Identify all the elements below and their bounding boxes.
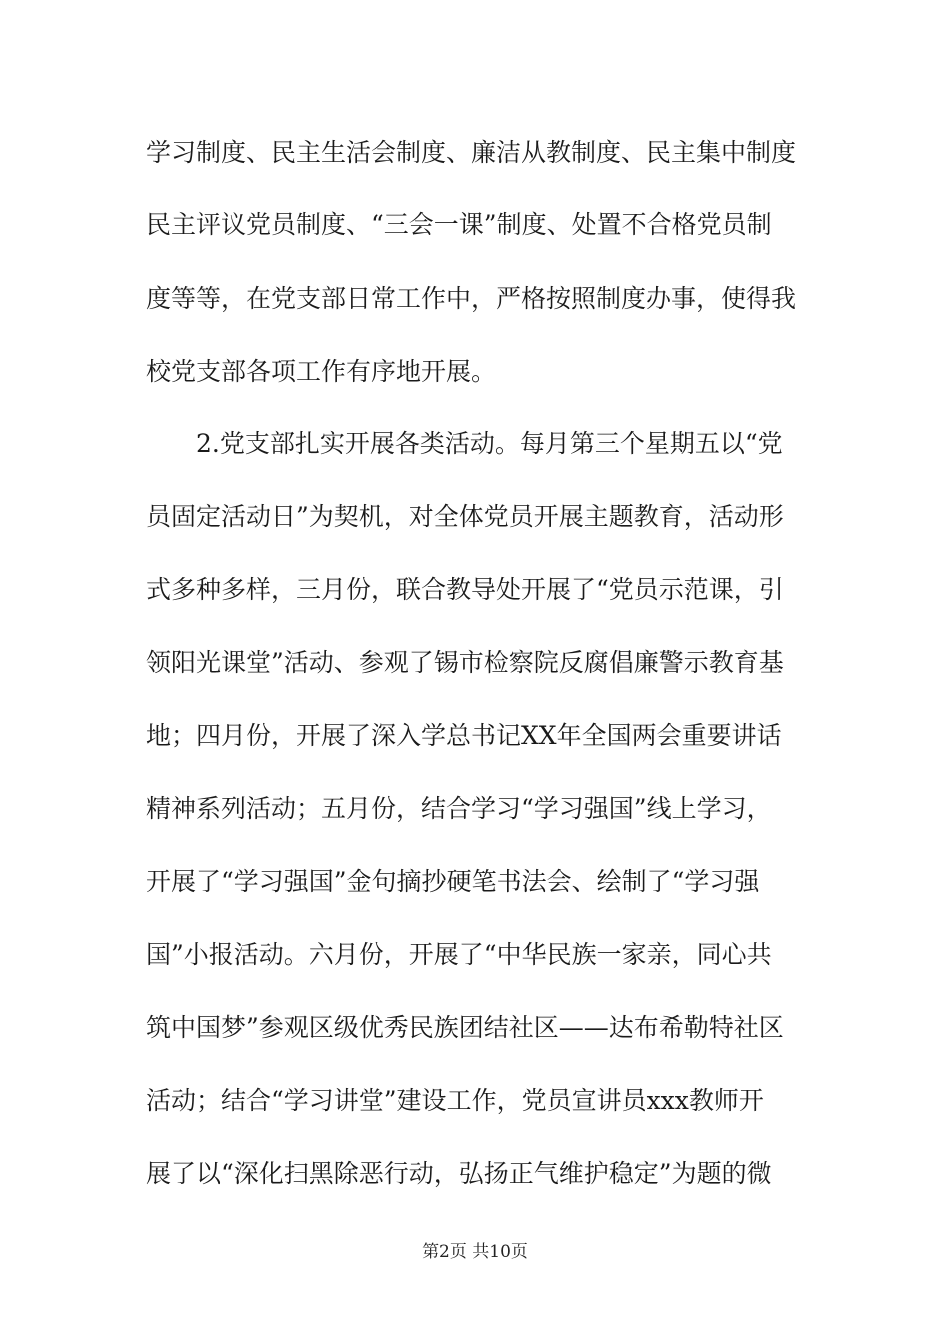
text-line: 度等等，在党支部日常工作中，严格按照制度办事，使得我 (146, 284, 797, 313)
text-line: 领阳光课堂”活动、参观了锡市检察院反腐倡廉警示教育基 (146, 648, 784, 677)
page-number-footer: 第2页 共10页 (422, 1242, 528, 1262)
text-line: 学习制度、民主生活会制度、廉洁从教制度、民主集中制度 (146, 138, 797, 167)
text-line: 开展了“学习强国”金句摘抄硬笔书法会、绘制了“学习强 (146, 867, 760, 896)
text-line: 国”小报活动。六月份，开展了“中华民族一家亲，同心共 (146, 940, 772, 969)
text-line: 校党支部各项工作有序地开展。 (146, 357, 497, 386)
text-line: 地；四月份，开展了深入学总书记XX年全国两会重要讲话 (146, 721, 782, 750)
text-line: 展了以“深化扫黑除恶行动，弘扬正气维护稳定”为题的微 (146, 1159, 772, 1188)
text-line: 式多种多样，三月份，联合教导处开展了“党员示范课，引 (146, 575, 784, 604)
text-line: 员固定活动日”为契机，对全体党员开展主题教育，活动形 (146, 502, 784, 531)
paragraph-start-line: 2.党支部扎实开展各类活动。每月第三个星期五以“党 (196, 429, 783, 458)
text-line: 筑中国梦”参观区级优秀民族团结社区——达布希勒特社区 (146, 1013, 784, 1042)
text-line: 民主评议党员制度、“三会一课”制度、处置不合格党员制 (146, 210, 772, 239)
text-line: 活动；结合“学习讲堂”建设工作，党员宣讲员xxx教师开 (146, 1086, 764, 1115)
text-line: 精神系列活动；五月份，结合学习“学习强国”线上学习， (146, 794, 772, 823)
